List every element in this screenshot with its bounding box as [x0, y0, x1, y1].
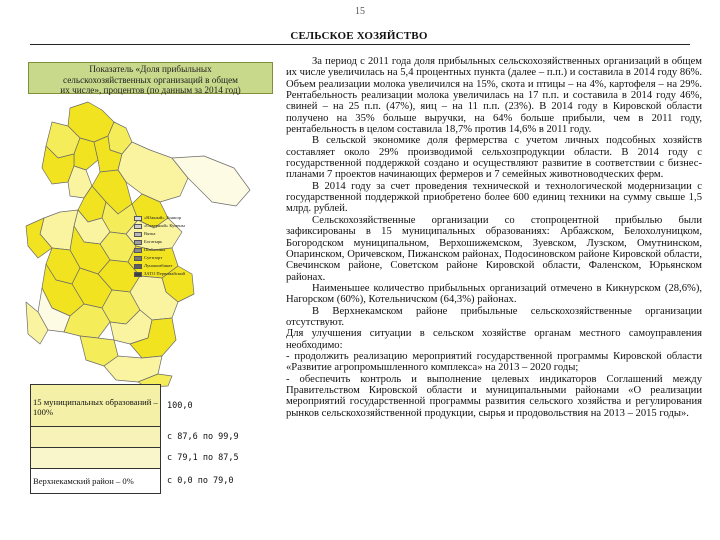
- paragraph: Для улучшения ситуации в сельском хозяйстве органам местного самоуправления необходимо:: [286, 328, 702, 351]
- legend-label: Суетпорт: [144, 255, 163, 260]
- scale-row: [31, 448, 261, 469]
- map-caption-line: Показатель «Доля прибыльных: [89, 64, 212, 74]
- scale-value: с 0,0 по 79,0: [167, 476, 234, 486]
- scale-label: [31, 427, 161, 448]
- region-map: [22, 98, 284, 388]
- legend-item: [134, 254, 204, 262]
- scale-label-text: 15 муниципальных образований – 100%: [33, 396, 158, 417]
- legend-label: Богатырь: [144, 239, 163, 244]
- page-number: 15: [355, 6, 365, 17]
- legend-label: Шабалины: [144, 247, 166, 252]
- map-caption-line: их числе», процентов (по данным за 2014 год): [60, 85, 241, 95]
- scale-row: [31, 469, 261, 494]
- scale-value: с 79,1 по 87,5: [167, 453, 239, 463]
- legend-swatch: [134, 232, 142, 237]
- paragraph: В Верхнекамском районе прибыльные сельскохозяйственные организации отсутствуют.: [286, 305, 702, 328]
- map-scale-table: [30, 384, 261, 494]
- scale-value: 100,0: [167, 400, 193, 411]
- legend-item: [134, 246, 204, 254]
- paragraph: Сельскохозяйственные организации со стопроцентной прибылью были зафиксированы в 15 муниципальных образованиях: Арбажском, Белохолуницком, Богородском муниципальном, Верхошижемском, Зуевском, Лузском, Омутнинском, Опаринском, Оричевском, Пижанском районах, Подосиновском районе Кировской области, Свечинском районе, Советском районе Кировской области, Фаленском, Юрьянском районах.: [286, 214, 702, 283]
- legend-item: [134, 222, 204, 230]
- legend-label: «Южный» Тоншор: [144, 215, 182, 220]
- legend-label: «Северный» Кумены: [144, 223, 185, 228]
- legend-item: [134, 262, 204, 270]
- legend-item: [134, 270, 204, 278]
- page-title: СЕЛЬСКОЕ ХОЗЯЙСТВО: [290, 30, 428, 42]
- paragraph: За период с 2011 года доля прибыльных сельскохозяйственных организаций в общем их числе увеличилась на 5,4 процентных пункта (далее – п.п.) и составила в 2014 году 86%. Объем реализации молока увеличился на 15%, скота и птицы – на 4%, картофеля – на 29%. Рентабельность реализации молока увеличилась на 17 п.п. и составила в 2014 году 46%, свиней – на 25 п.п. (47%), яиц – на 11 п.п. (23%). В 2014 году в Кировской области получено на 35% больше выручки, на 64% больше прибыли, чем в 2011 году, рентабельность в целом составила 18,7% против 14,6% в 2011 году.: [286, 56, 702, 136]
- scale-label: Верхнекамский район – 0%: [31, 469, 161, 494]
- legend-swatch: [134, 216, 142, 221]
- paragraph: Наименьшее количество прибыльных организаций отмечено в Кикнурском (28,6%), Нагорском (60%), Котельничском (64,3%) районах.: [286, 282, 702, 306]
- paragraph: - продолжить реализацию мероприятий государственной программы Кировской области «Развитие агропромышленного комплекса» на 2013 – 2020 годы;: [286, 350, 702, 374]
- paragraph: - обеспечить контроль и выполнение целевых индикаторов Соглашений между Правительством Кировской области и муниципальными районами «О реализации мероприятий государственной программы развития сельского хозяйства и регулирования рынков сельскохозяйственной продукции, сырья и продовольствия на 2013 – 2015 годы».: [286, 373, 702, 419]
- map-legend: [134, 214, 204, 278]
- legend-item: [134, 214, 204, 222]
- legend-swatch: [134, 256, 142, 261]
- legend-swatch: [134, 272, 142, 277]
- scale-row: [31, 427, 261, 448]
- map-caption: [28, 62, 273, 94]
- legend-swatch: [134, 224, 142, 229]
- legend-label: Вятка: [144, 231, 156, 236]
- legend-item: [134, 238, 204, 246]
- scale-label: [31, 385, 161, 427]
- paragraph: В сельской экономике доля фермерства с учетом личных подсобных хозяйств составляет около 29% производимой сельхозпродукции области. В 2014 году с государственной поддержкой создано и осуществляют развитие в соответствии с бизнес-планами 7 проектов начинающих фермеров и 7 семейных животноводческих ферм.: [286, 135, 702, 181]
- legend-label: Лунокомбинат: [144, 263, 173, 268]
- paragraph: В 2014 году за счет проведения технической и технологической модернизации с государственной поддержкой приобретено более 600 единиц техники на сумму свыше 1,5 млрд. рублей.: [286, 180, 702, 215]
- map-caption-line: сельскохозяйственных организаций в общем: [63, 74, 238, 85]
- body-text: [286, 56, 702, 419]
- scale-row: [31, 385, 261, 427]
- title-divider: [30, 44, 690, 45]
- legend-label: ЗАТО Первомайский: [144, 271, 185, 276]
- scale-value: с 87,6 по 99,9: [167, 432, 239, 442]
- scale-label: [31, 448, 161, 469]
- legend-swatch: [134, 264, 142, 269]
- legend-swatch: [134, 240, 142, 245]
- legend-swatch: [134, 248, 142, 253]
- legend-item: [134, 230, 204, 238]
